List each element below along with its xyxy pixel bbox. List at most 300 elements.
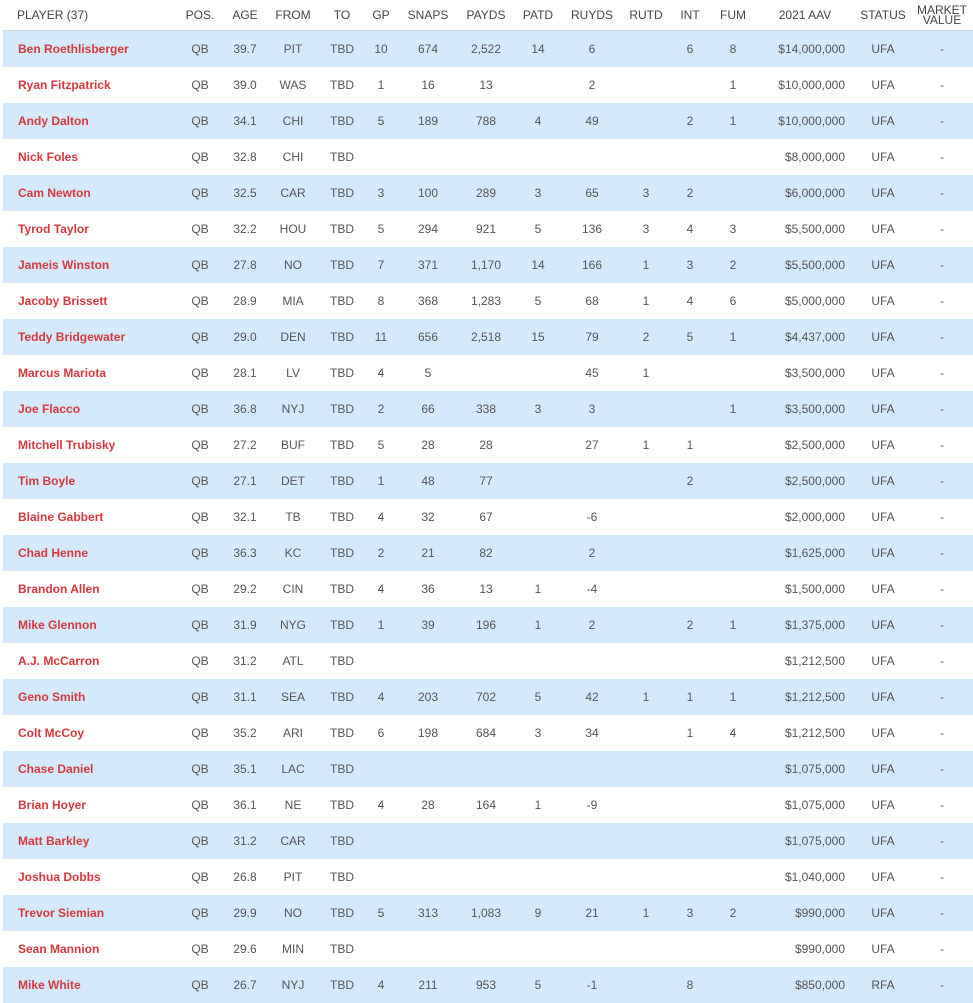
- cell-rutd: [623, 859, 669, 895]
- cell-status: UFA: [855, 463, 911, 499]
- cell-ruyds: 27: [585, 437, 599, 452]
- cell-aav: $8,000,000: [784, 149, 845, 164]
- table-row: [3, 967, 973, 1003]
- cell-to: TBD: [321, 967, 363, 1003]
- table-row: [3, 67, 973, 103]
- cell-status: UFA: [855, 679, 911, 715]
- cell-gp: 4: [377, 365, 385, 380]
- cell-pos: QB: [175, 247, 225, 283]
- cell-patd: 4: [515, 103, 561, 139]
- cell-from: SEA: [265, 679, 321, 715]
- table-row: [3, 391, 973, 427]
- player-name-link[interactable]: Geno Smith: [3, 679, 175, 715]
- cell-snaps: 28: [421, 797, 435, 812]
- cell-snaps: [399, 931, 457, 967]
- cell-rutd: 1: [642, 365, 650, 380]
- cell-rutd: [623, 31, 669, 67]
- cell-patd: 5: [534, 293, 542, 308]
- cell-gp: 5: [363, 103, 399, 139]
- cell-mv: -: [940, 77, 944, 92]
- cell-fum: [711, 175, 755, 211]
- cell-to: TBD: [330, 725, 354, 740]
- cell-status: UFA: [871, 653, 895, 668]
- cell-patd: [515, 499, 561, 535]
- cell-fum: 1: [711, 103, 755, 139]
- player-name-link[interactable]: Chad Henne: [3, 535, 175, 571]
- cell-to: TBD: [321, 247, 363, 283]
- cell-ruyds: -1: [561, 967, 623, 1003]
- cell-payds: [457, 823, 515, 859]
- cell-aav: $5,500,000: [784, 221, 845, 236]
- table-body: [3, 31, 973, 1003]
- cell-gp: 4: [363, 679, 399, 715]
- cell-age: 39.0: [233, 77, 257, 92]
- cell-ruyds: 79: [561, 319, 623, 355]
- cell-ruyds: [561, 859, 623, 895]
- cell-gp: 6: [377, 725, 385, 740]
- cell-int: 1: [686, 437, 694, 452]
- table-row: [3, 463, 973, 499]
- cell-pos: QB: [191, 509, 209, 524]
- cell-pos: QB: [175, 679, 225, 715]
- cell-mv: -: [911, 103, 973, 139]
- cell-from: PIT: [265, 31, 321, 67]
- cell-int: 4: [686, 221, 694, 236]
- player-name-link[interactable]: Chase Daniel: [3, 751, 175, 787]
- player-name-link[interactable]: Matt Barkley: [3, 823, 175, 859]
- cell-gp: [363, 751, 399, 787]
- cell-from: TB: [285, 509, 301, 524]
- cell-from: CHI: [282, 149, 304, 164]
- cell-aav: $2,000,000: [784, 509, 845, 524]
- cell-age: 36.3: [225, 535, 265, 571]
- cell-int: 4: [686, 293, 694, 308]
- cell-int: 2: [669, 103, 711, 139]
- cell-from: NYG: [265, 607, 321, 643]
- cell-status: UFA: [871, 509, 895, 524]
- cell-aav: $3,500,000: [755, 391, 855, 427]
- cell-ruyds: 68: [585, 293, 599, 308]
- cell-pos: QB: [175, 175, 225, 211]
- cell-snaps: [399, 823, 457, 859]
- column-header-to[interactable]: TO: [321, 0, 363, 31]
- cell-patd: 3: [515, 175, 561, 211]
- cell-gp: 2: [363, 391, 399, 427]
- cell-pos: QB: [191, 149, 209, 164]
- cell-snaps: 313: [399, 895, 457, 931]
- cell-rutd: [623, 643, 669, 679]
- cell-aav: $1,212,500: [784, 725, 845, 740]
- cell-from: BUF: [281, 437, 305, 452]
- cell-ruyds: 3: [561, 391, 623, 427]
- cell-to: TBD: [321, 175, 363, 211]
- cell-ruyds: 166: [561, 247, 623, 283]
- player-name-link[interactable]: Mitchell Trubisky: [18, 437, 116, 452]
- player-name-link[interactable]: Mike White: [3, 967, 175, 1003]
- player-name-link[interactable]: Blaine Gabbert: [18, 509, 104, 524]
- column-header-int[interactable]: INT: [669, 0, 711, 31]
- cell-pos: QB: [175, 751, 225, 787]
- cell-from: HOU: [279, 221, 307, 236]
- cell-age: 29.2: [233, 581, 257, 596]
- player-name-link[interactable]: Tim Boyle: [3, 463, 175, 499]
- cell-gp: 1: [363, 463, 399, 499]
- cell-payds: 2,518: [457, 319, 515, 355]
- cell-to: TBD: [321, 823, 363, 859]
- cell-age: 35.2: [233, 725, 257, 740]
- player-name-link[interactable]: Jacoby Brissett: [18, 293, 108, 308]
- cell-status: UFA: [855, 751, 911, 787]
- cell-patd: 3: [515, 391, 561, 427]
- column-header-age[interactable]: AGE: [225, 0, 265, 31]
- cell-fum: 3: [729, 221, 737, 236]
- player-name-link[interactable]: Ryan Fitzpatrick: [18, 77, 111, 92]
- cell-pos: QB: [191, 221, 209, 236]
- cell-snaps: 294: [417, 221, 439, 236]
- cell-fum: 2: [711, 247, 755, 283]
- cell-from: NYJ: [265, 967, 321, 1003]
- cell-aav: $2,500,000: [755, 463, 855, 499]
- cell-fum: [711, 967, 755, 1003]
- cell-fum: [711, 427, 755, 463]
- cell-fum: [711, 643, 755, 679]
- cell-patd: 1: [515, 607, 561, 643]
- cell-payds: [457, 859, 515, 895]
- cell-payds: 13: [479, 581, 493, 596]
- cell-age: 29.0: [225, 319, 265, 355]
- cell-from: CAR: [265, 175, 321, 211]
- cell-aav: $4,437,000: [755, 319, 855, 355]
- cell-status: RFA: [855, 967, 911, 1003]
- cell-rutd: [623, 571, 669, 607]
- cell-to: TBD: [330, 149, 354, 164]
- cell-pos: QB: [191, 293, 209, 308]
- table-row: [3, 607, 973, 643]
- cell-mv: -: [940, 149, 944, 164]
- cell-gp: 4: [377, 509, 385, 524]
- cell-ruyds: 6: [561, 31, 623, 67]
- cell-pos: QB: [191, 653, 209, 668]
- cell-age: 36.8: [225, 391, 265, 427]
- cell-ruyds: 65: [561, 175, 623, 211]
- column-header-from[interactable]: FROM: [265, 0, 321, 31]
- cell-from: LAC: [265, 751, 321, 787]
- cell-age: 27.8: [225, 247, 265, 283]
- cell-rutd: [623, 607, 669, 643]
- cell-pos: QB: [175, 463, 225, 499]
- cell-aav: $1,212,500: [755, 679, 855, 715]
- cell-age: 31.2: [233, 653, 257, 668]
- player-name-link[interactable]: Brian Hoyer: [18, 797, 87, 812]
- cell-payds: [457, 355, 515, 391]
- cell-aav: $3,500,000: [784, 365, 845, 380]
- player-name-link[interactable]: Joe Flacco: [3, 391, 175, 427]
- cell-gp: [363, 139, 399, 175]
- cell-snaps: 211: [399, 967, 457, 1003]
- cell-aav: $1,212,500: [784, 653, 845, 668]
- table-row: [3, 823, 973, 859]
- cell-mv: -: [911, 391, 973, 427]
- cell-aav: $6,000,000: [755, 175, 855, 211]
- table-row: [3, 679, 973, 715]
- table-row: [3, 175, 973, 211]
- cell-rutd: [623, 139, 669, 175]
- cell-snaps: 674: [399, 31, 457, 67]
- column-header-rutd[interactable]: RUTD: [623, 0, 669, 31]
- cell-to: TBD: [321, 463, 363, 499]
- cell-age: 28.1: [233, 365, 257, 380]
- cell-age: 39.7: [225, 31, 265, 67]
- cell-snaps: 656: [399, 319, 457, 355]
- cell-int: 8: [669, 967, 711, 1003]
- cell-pos: QB: [191, 941, 209, 956]
- column-header-aav[interactable]: 2021 AAV: [755, 0, 855, 31]
- cell-snaps: 66: [399, 391, 457, 427]
- cell-status: UFA: [871, 293, 895, 308]
- cell-status: UFA: [871, 221, 895, 236]
- cell-to: TBD: [321, 607, 363, 643]
- player-name-link[interactable]: Jameis Winston: [3, 247, 175, 283]
- cell-ruyds: [561, 139, 623, 175]
- player-name-link[interactable]: Ben Roethlisberger: [3, 31, 175, 67]
- table-row: [3, 535, 973, 571]
- cell-gp: [363, 859, 399, 895]
- cell-rutd: [623, 463, 669, 499]
- cell-gp: [363, 643, 399, 679]
- player-name-link[interactable]: Cam Newton: [3, 175, 175, 211]
- cell-int: 3: [669, 895, 711, 931]
- cell-status: UFA: [871, 941, 895, 956]
- cell-int: 1: [686, 725, 694, 740]
- cell-patd: [515, 463, 561, 499]
- column-header-gp[interactable]: GP: [363, 0, 399, 31]
- cell-gp: 10: [363, 31, 399, 67]
- cell-rutd: [623, 751, 669, 787]
- cell-status: UFA: [871, 797, 895, 812]
- player-name-link[interactable]: Teddy Bridgewater: [3, 319, 175, 355]
- cell-status: UFA: [871, 77, 895, 92]
- cell-pos: QB: [175, 607, 225, 643]
- cell-pos: QB: [191, 869, 209, 884]
- cell-snaps: 16: [421, 77, 435, 92]
- column-header-patd[interactable]: PATD: [515, 0, 561, 31]
- cell-int: [669, 643, 711, 679]
- cell-to: TBD: [330, 509, 354, 524]
- player-name-link[interactable]: Tyrod Taylor: [18, 221, 89, 236]
- cell-gp: 1: [363, 607, 399, 643]
- cell-mv: -: [911, 823, 973, 859]
- cell-snaps: 5: [424, 365, 432, 380]
- cell-to: TBD: [330, 797, 354, 812]
- column-header-ruyds[interactable]: RUYDS: [561, 0, 623, 31]
- cell-payds: 684: [475, 725, 497, 740]
- cell-gp: [363, 931, 399, 967]
- cell-to: TBD: [321, 103, 363, 139]
- cell-gp: 8: [377, 293, 385, 308]
- cell-aav: $1,075,000: [755, 751, 855, 787]
- column-header-fum[interactable]: FUM: [711, 0, 755, 31]
- column-header-snaps[interactable]: SNAPS: [399, 0, 457, 31]
- cell-aav: $990,000: [794, 941, 845, 956]
- cell-status: UFA: [855, 247, 911, 283]
- cell-aav: $14,000,000: [755, 31, 855, 67]
- table-row: [3, 427, 973, 463]
- cell-aav: $1,500,000: [784, 581, 845, 596]
- cell-from: ARI: [282, 725, 303, 740]
- cell-patd: [515, 823, 561, 859]
- table-row: [3, 715, 973, 751]
- table-row: [3, 283, 973, 319]
- cell-int: 5: [669, 319, 711, 355]
- cell-pos: QB: [175, 895, 225, 931]
- player-name-link[interactable]: Mike Glennon: [3, 607, 175, 643]
- cell-pos: QB: [191, 797, 209, 812]
- cell-rutd: [623, 967, 669, 1003]
- cell-int: [669, 391, 711, 427]
- cell-patd: 3: [534, 725, 542, 740]
- table-row: [3, 751, 973, 787]
- cell-to: TBD: [330, 581, 354, 596]
- cell-gp: 7: [363, 247, 399, 283]
- cell-from: WAS: [279, 77, 307, 92]
- cell-mv: -: [940, 941, 944, 956]
- cell-aav: $5,000,000: [784, 293, 845, 308]
- column-header-status[interactable]: STATUS: [855, 0, 911, 31]
- player-name-link[interactable]: Trevor Siemian: [3, 895, 175, 931]
- cell-pos: QB: [191, 77, 209, 92]
- cell-aav: $5,500,000: [755, 247, 855, 283]
- cell-rutd: [623, 823, 669, 859]
- cell-age: 26.8: [233, 869, 257, 884]
- column-header-market-value[interactable]: [911, 0, 973, 31]
- cell-snaps: 21: [399, 535, 457, 571]
- cell-ruyds: -9: [586, 797, 598, 812]
- cell-ruyds: -6: [586, 509, 598, 524]
- cell-snaps: 203: [399, 679, 457, 715]
- cell-aav: $1,075,000: [784, 797, 845, 812]
- table-row: [3, 895, 973, 931]
- cell-payds: [457, 931, 515, 967]
- cell-rutd: 3: [623, 175, 669, 211]
- cell-int: [669, 751, 711, 787]
- player-name-link[interactable]: Sean Mannion: [18, 941, 100, 956]
- cell-from: DET: [265, 463, 321, 499]
- cell-patd: [515, 859, 561, 895]
- cell-pos: QB: [175, 319, 225, 355]
- cell-mv: -: [940, 797, 944, 812]
- cell-mv: -: [940, 293, 944, 308]
- player-name-link[interactable]: Nick Foles: [18, 149, 79, 164]
- cell-fum: [711, 787, 755, 823]
- table-row: [3, 499, 973, 535]
- cell-status: UFA: [855, 103, 911, 139]
- cell-patd: 9: [515, 895, 561, 931]
- cell-patd: [515, 355, 561, 391]
- column-header-pos[interactable]: POS.: [175, 0, 225, 31]
- cell-patd: 5: [534, 221, 542, 236]
- cell-patd: 15: [515, 319, 561, 355]
- cell-aav: $1,075,000: [755, 823, 855, 859]
- cell-mv: -: [911, 31, 973, 67]
- cell-age: 32.2: [233, 221, 257, 236]
- cell-mv: -: [940, 653, 944, 668]
- cell-gp: 3: [363, 175, 399, 211]
- cell-aav: $1,375,000: [755, 607, 855, 643]
- cell-to: TBD: [330, 653, 354, 668]
- cell-snaps: 28: [421, 437, 435, 452]
- cell-age: 34.1: [225, 103, 265, 139]
- cell-payds: 338: [457, 391, 515, 427]
- player-name-link[interactable]: Colt McCoy: [18, 725, 84, 740]
- cell-gp: 4: [377, 581, 385, 596]
- cell-mv: -: [911, 175, 973, 211]
- cell-to: TBD: [321, 319, 363, 355]
- cell-patd: [515, 535, 561, 571]
- cell-payds: 953: [457, 967, 515, 1003]
- column-header-player[interactable]: PLAYER (37): [3, 0, 175, 31]
- cell-mv: -: [940, 509, 944, 524]
- market-value-line1: MARKET: [916, 3, 967, 17]
- cell-int: [669, 571, 711, 607]
- cell-fum: [711, 931, 755, 967]
- cell-payds: [457, 139, 515, 175]
- cell-gp: 2: [363, 535, 399, 571]
- cell-payds: 82: [457, 535, 515, 571]
- cell-patd: 14: [515, 247, 561, 283]
- table-row: [3, 247, 973, 283]
- cell-age: 29.6: [233, 941, 257, 956]
- table-row: [3, 211, 973, 247]
- player-name-link[interactable]: Marcus Mariota: [18, 365, 107, 380]
- cell-rutd: [623, 787, 669, 823]
- cell-pos: QB: [175, 31, 225, 67]
- cell-from: LV: [286, 365, 300, 380]
- cell-fum: [711, 139, 755, 175]
- cell-int: [669, 859, 711, 895]
- cell-status: UFA: [855, 895, 911, 931]
- cell-mv: -: [940, 365, 944, 380]
- cell-pos: QB: [191, 437, 209, 452]
- column-header-payds[interactable]: PAYDS: [457, 0, 515, 31]
- player-name-link[interactable]: Andy Dalton: [3, 103, 175, 139]
- cell-mv: -: [940, 581, 944, 596]
- cell-payds: 164: [475, 797, 497, 812]
- player-name-link[interactable]: Joshua Dobbs: [18, 869, 101, 884]
- cell-age: 36.1: [233, 797, 257, 812]
- cell-rutd: [623, 499, 669, 535]
- cell-pos: QB: [191, 365, 209, 380]
- cell-fum: 8: [711, 31, 755, 67]
- player-name-link[interactable]: Brandon Allen: [18, 581, 100, 596]
- cell-snaps: 32: [421, 509, 435, 524]
- cell-mv: -: [911, 967, 973, 1003]
- cell-fum: 4: [729, 725, 737, 740]
- cell-status: UFA: [855, 391, 911, 427]
- cell-age: 32.1: [233, 509, 257, 524]
- cell-to: TBD: [330, 365, 354, 380]
- player-name-link[interactable]: A.J. McCarron: [18, 653, 100, 668]
- cell-ruyds: 2: [561, 535, 623, 571]
- cell-ruyds: -4: [586, 581, 598, 596]
- table-row: [3, 571, 973, 607]
- cell-from: NE: [284, 797, 302, 812]
- cell-from: ATL: [282, 653, 304, 668]
- table-row: [3, 103, 973, 139]
- cell-aav: $2,500,000: [784, 437, 845, 452]
- cell-fum: [711, 355, 755, 391]
- cell-pos: QB: [175, 967, 225, 1003]
- cell-to: TBD: [321, 895, 363, 931]
